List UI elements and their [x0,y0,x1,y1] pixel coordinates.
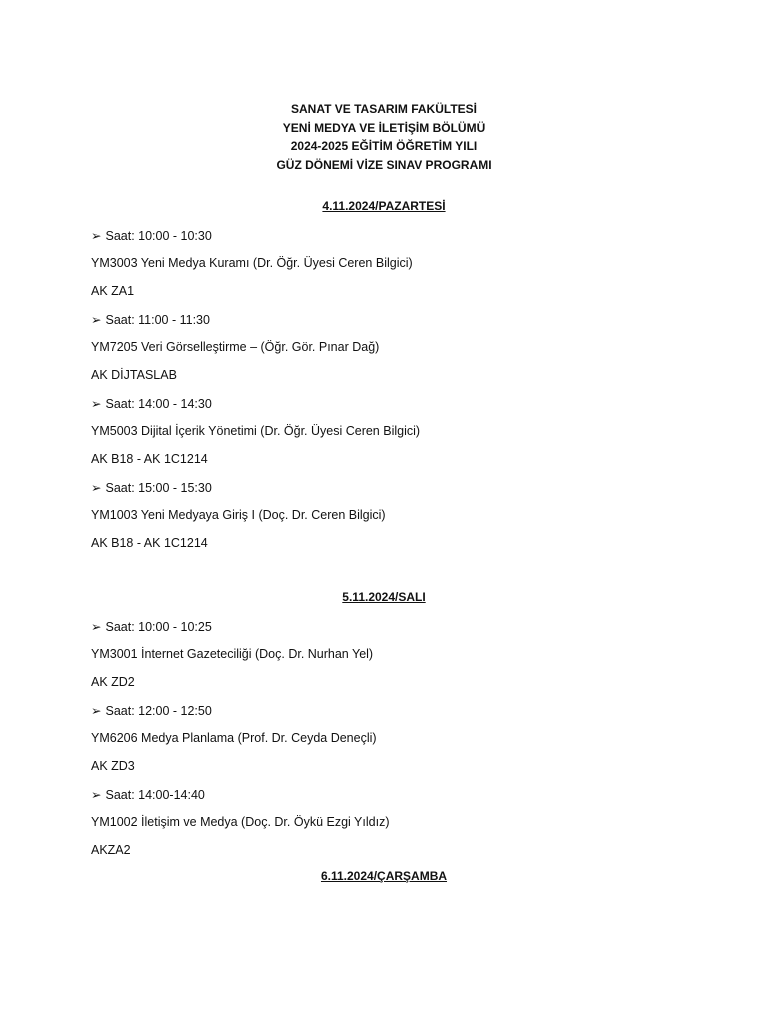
arrow-bullet-icon: ➢ [91,704,102,718]
exam-time [91,396,212,411]
exam-time [91,619,212,634]
day-heading: 6.11.2024/ÇARŞAMBA [320,869,448,883]
exam-course: YM5003 Dijital İçerik Yönetimi (Dr. Öğr. Üyesi Ceren Bilgici) [91,424,421,438]
exam-time [91,787,205,802]
exam-time [91,480,212,495]
exam-room: AKZA2 [91,843,131,857]
exam-time [91,703,212,718]
exam-room: AK B18 - AK 1C1214 [91,452,208,466]
arrow-bullet-icon: ➢ [91,229,102,243]
exam-time-label: Saat: 15:00 - 15:30 [105,481,212,495]
exam-room: AK ZD2 [91,675,135,689]
exam-time-label: Saat: 10:00 - 10:30 [105,229,212,243]
exam-program-title: GÜZ DÖNEMİ VİZE SINAV PROGRAMI [276,157,492,172]
exam-time-label: Saat: 14:00 - 14:30 [105,397,212,411]
exam-time-label: Saat: 14:00-14:40 [105,788,205,802]
exam-room: AK ZA1 [91,284,135,298]
exam-time [91,312,210,327]
document-header [0,100,768,174]
exam-course: YM3003 Yeni Medya Kuramı (Dr. Öğr. Üyesi Ceren Bilgici) [91,256,413,270]
exam-time [91,228,212,243]
arrow-bullet-icon: ➢ [91,313,102,327]
arrow-bullet-icon: ➢ [91,788,102,802]
exam-course: YM1002 İletişim ve Medya (Doç. Dr. Öykü Ezgi Yıldız) [91,815,390,829]
day-heading: 4.11.2024/PAZARTESİ [322,199,446,213]
faculty-title: SANAT VE TASARIM FAKÜLTESİ [291,102,477,116]
exam-room: AK ZD3 [91,759,135,773]
exam-time-label: Saat: 11:00 - 11:30 [105,313,210,327]
exam-course: YM1003 Yeni Medyaya Giriş I (Doç. Dr. Ceren Bilgici) [91,508,386,522]
arrow-bullet-icon: ➢ [91,481,102,495]
arrow-bullet-icon: ➢ [91,620,102,634]
exam-room: AK B18 - AK 1C1214 [91,536,208,550]
exam-time-label: Saat: 10:00 - 10:25 [105,620,212,634]
department-title: YENİ MEDYA VE İLETİŞİM BÖLÜMÜ [282,120,486,135]
day-heading: 5.11.2024/SALI [342,590,426,604]
exam-course: YM6206 Medya Planlama (Prof. Dr. Ceyda Deneçli) [91,731,377,745]
exam-time-label: Saat: 12:00 - 12:50 [105,704,212,718]
academic-year: 2024-2025 EĞİTİM ÖĞRETİM YILI [290,139,478,153]
exam-course: YM7205 Veri Görselleştirme – (Öğr. Gör. Pınar Dağ) [91,340,380,354]
exam-room: AK DİJTASLAB [91,368,177,382]
arrow-bullet-icon: ➢ [91,397,102,411]
exam-course: YM3001 İnternet Gazeteciliği (Doç. Dr. Nurhan Yel) [91,647,374,661]
